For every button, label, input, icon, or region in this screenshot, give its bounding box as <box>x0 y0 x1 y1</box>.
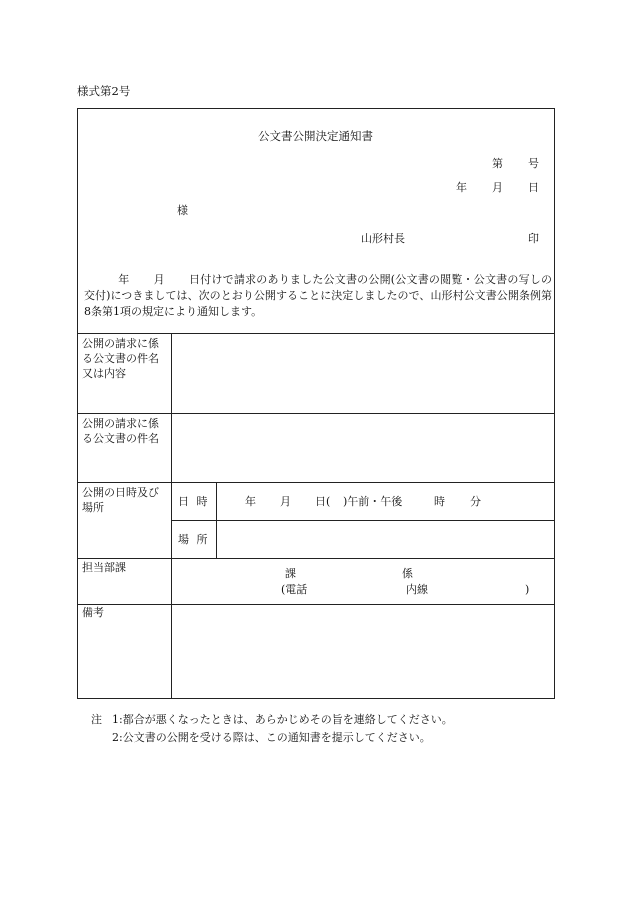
date-month: 月 <box>492 181 503 194</box>
notes-prefix: 注 <box>91 713 102 726</box>
issuer-name: 山形村長 <box>361 232 405 245</box>
place-sub-label: 場 所 <box>178 533 208 546</box>
form-frame <box>77 108 555 699</box>
dept-tel: (電話 <box>281 583 308 596</box>
note-1: 1:都合が悪くなったときは、あらかじめその旨を連絡してください。 <box>112 713 453 726</box>
dept-naisen: 内線 <box>406 583 428 596</box>
sub-label-column-line <box>216 482 217 558</box>
dt-month: 月 <box>280 495 291 508</box>
number-go: 号 <box>528 157 539 170</box>
datetime-sub-label: 日 時 <box>178 495 208 508</box>
row-divider-2 <box>77 482 555 483</box>
note-2: 2:公文書の公開を受ける際は、この通知書を提示してください。 <box>112 731 431 744</box>
dt-ampm: )午前・午後 <box>343 495 403 508</box>
issuer-seal: 印 <box>528 232 539 245</box>
intro-text: 日付けで請求のありました公文書の公開(公文書の閲覧・公文書の写しの交付)につきましては、次のとおり公開することに決定しましたので、山形村公文書公開条例第8条第1項の規定により通知します。 <box>84 273 553 318</box>
number-dai: 第 <box>492 157 503 170</box>
row-divider-4 <box>77 604 555 605</box>
datetime-place-label: 公開の日時及び場所 <box>82 486 159 514</box>
remarks-label: 備考 <box>82 606 104 619</box>
request-name-label: 公開の請求に係る公文書の件名 <box>82 417 159 445</box>
date-year: 年 <box>456 181 467 194</box>
row-divider-1 <box>77 413 555 414</box>
request-subject-label: 公開の請求に係る公文書の件名又は内容 <box>82 337 159 380</box>
dept-close: ) <box>525 583 530 596</box>
intro-paragraph <box>84 272 552 320</box>
dt-minute: 分 <box>470 495 481 508</box>
recipient-sama: 様 <box>177 204 188 217</box>
dept-ka: 課 <box>285 567 296 580</box>
dt-hour: 時 <box>434 495 445 508</box>
dept-label: 担当部課 <box>82 561 126 574</box>
dt-day: 日( <box>315 495 331 508</box>
intro-month: 月 <box>153 273 165 286</box>
row-divider-2b <box>171 520 555 521</box>
row-divider-3 <box>77 558 555 559</box>
label-column-line <box>171 333 172 699</box>
dt-year: 年 <box>245 495 256 508</box>
document-title: 公文書公開決定通知書 <box>258 129 373 143</box>
table-top-line <box>77 333 555 334</box>
intro-year: 年 <box>118 273 130 286</box>
date-day: 日 <box>528 181 539 194</box>
form-number: 様式第2号 <box>77 84 131 98</box>
dept-kakari: 係 <box>402 567 413 580</box>
